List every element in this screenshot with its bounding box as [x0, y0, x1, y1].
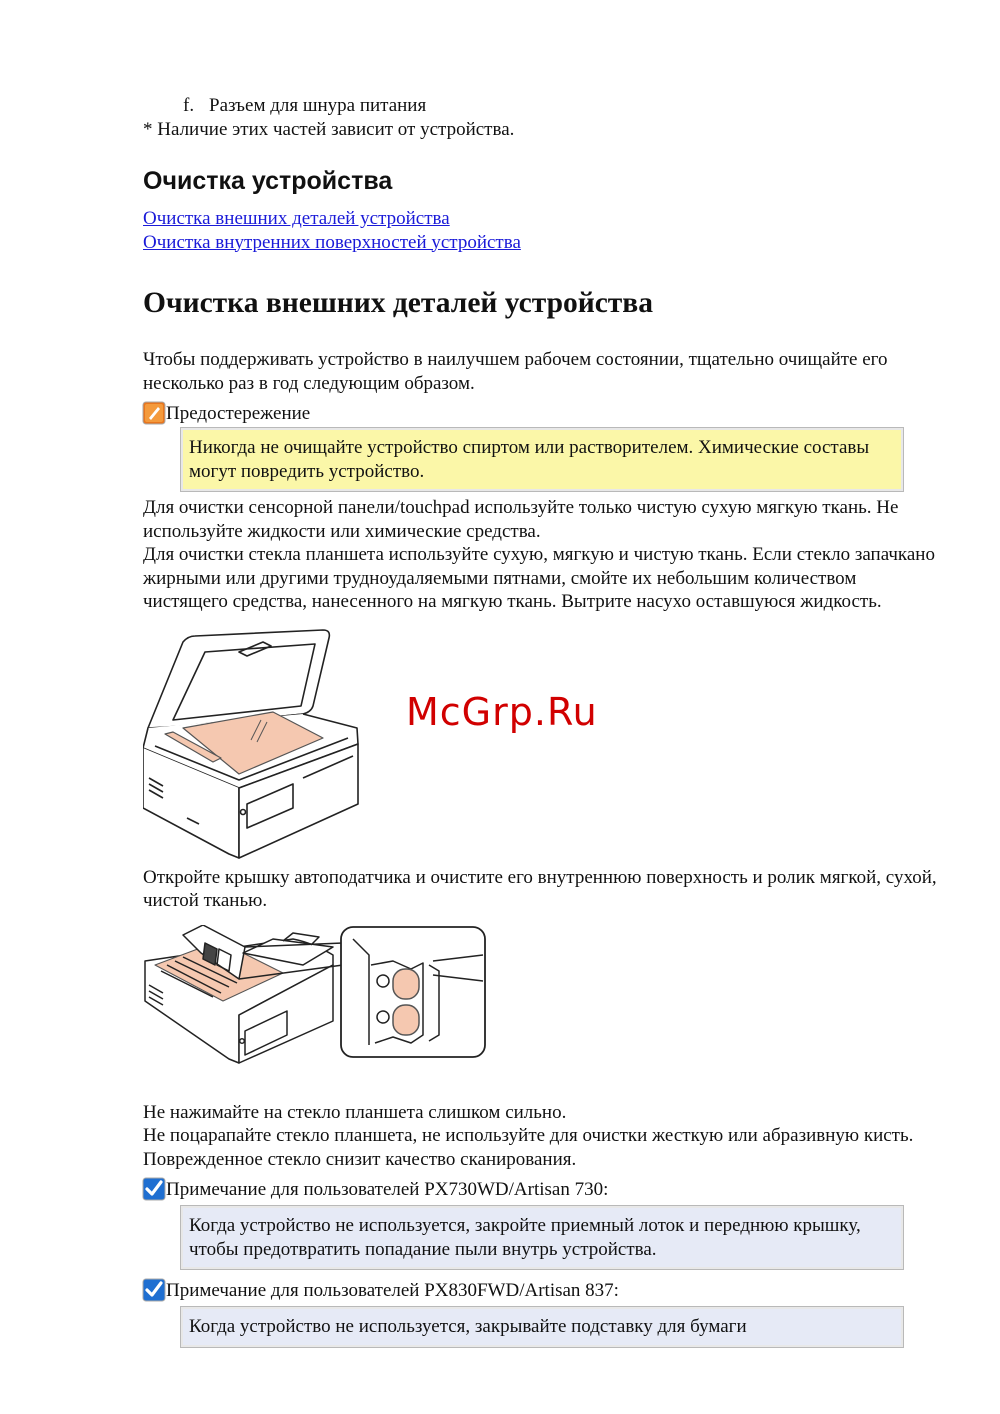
scratch-paragraph: Не поцарапайте стекло планшета, не используйте для очистки жесткую или абразивную кисть. Поврежденное стекло снизит качество сканирования. — [143, 1125, 914, 1170]
section-title: Очистка устройства — [143, 167, 393, 195]
intro-paragraph: Чтобы поддерживать устройство в наилучшем рабочем состоянии, тщательно очищайте его несколько раз в год следующим образом. — [143, 349, 888, 394]
note1-box — [180, 1205, 904, 1270]
page-title: Очистка внешних деталей устройства — [143, 287, 653, 319]
glass-paragraph: Для очистки стекла планшета используйте сухую, мягкую и чистую ткань. Если стекло запачкано жирными или другими трудноудаляемыми пятнами, смойте их небольшим количеством чистящего средства, нанесенного на мягкую ткань. Вытрите насухо оставшуюся жидкость. — [143, 544, 935, 612]
note2-label: Примечание для пользователей PX830FWD/Artisan 837: — [166, 1279, 619, 1301]
note1-text: Когда устройство не используется, закройте приемный лоток и переднюю крышку, чтобы предотвратить попадание пыли внутрь устройства. — [189, 1215, 861, 1260]
toc-link-external[interactable]: Очистка внешних деталей устройства — [143, 208, 450, 229]
adf-roller-illustration — [143, 925, 493, 1091]
adf-paragraph: Откройте крышку автоподатчика и очистите его внутреннюю поверхность и ролик мягкой, сухой, чистой тканью. — [143, 866, 937, 911]
note2-label-row — [143, 1276, 943, 1302]
scanner-glass-illustration — [143, 628, 373, 860]
note2-box — [180, 1306, 904, 1348]
press-paragraph: Не нажимайте на стекло планшета слишком сильно. — [143, 1101, 567, 1123]
list-item — [183, 94, 943, 118]
scanner-figure-row — [143, 628, 943, 866]
list-item-text: Разъем для шнура питания — [209, 95, 427, 116]
caution-box — [180, 427, 904, 492]
adf-figure-row — [143, 925, 943, 1091]
document-page — [143, 94, 943, 1354]
touchpad-paragraph: Для очистки сенсорной панели/touchpad используйте только чистую сухую мягкую ткань. Не используйте жидкости или химические средства. — [143, 497, 899, 542]
watermark-text: McGrp.Ru — [406, 689, 598, 734]
caution-label: Предостережение — [166, 402, 311, 424]
note2-text: Когда устройство не используется, закрывайте подставку для бумаги — [189, 1316, 747, 1337]
list-marker: f. — [183, 95, 195, 116]
caution-label-row — [143, 399, 943, 425]
caution-icon — [142, 401, 166, 425]
caution-text: Никогда не очищайте устройство спиртом или растворителем. Химические составы могут повредить устройство. — [189, 437, 870, 482]
note-checkmark-icon — [142, 1278, 166, 1302]
note1-label: Примечание для пользователей PX730WD/Artisan 730: — [166, 1178, 609, 1200]
note-checkmark-icon — [142, 1177, 166, 1201]
toc-link-internal[interactable]: Очистка внутренних поверхностей устройства — [143, 231, 521, 253]
footnote: * Наличие этих частей зависит от устройства. — [143, 118, 515, 140]
note1-label-row — [143, 1175, 943, 1201]
